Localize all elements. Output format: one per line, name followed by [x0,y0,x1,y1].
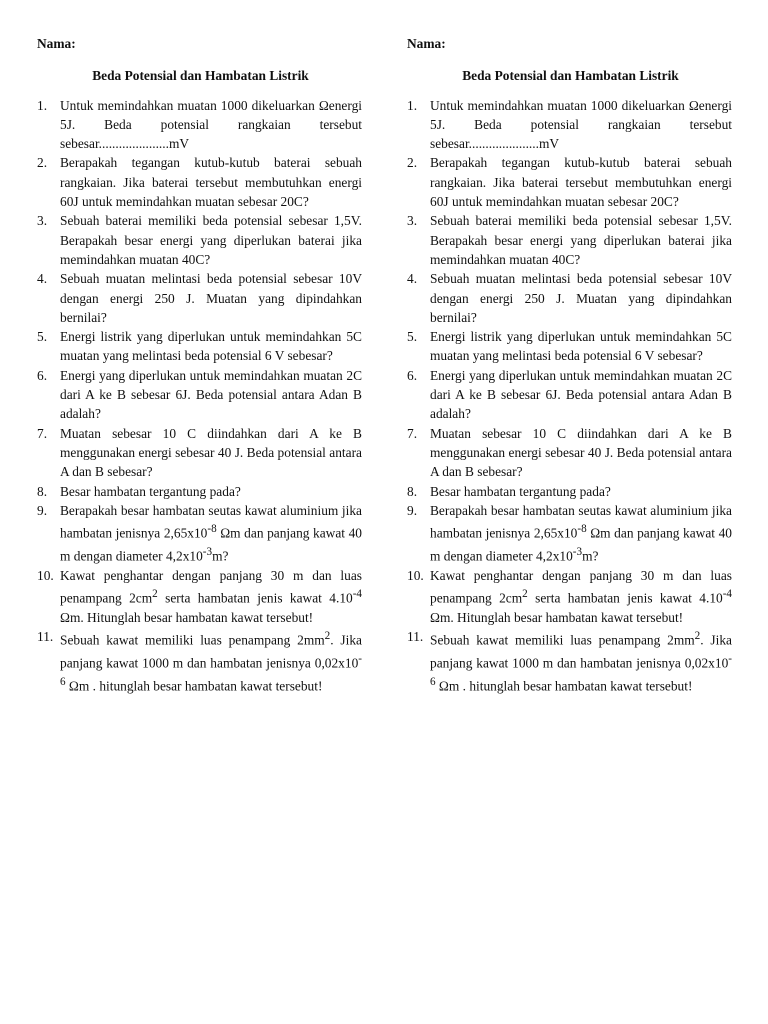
question-item [37,153,362,211]
question-item [407,482,732,501]
question-text: Energi yang diperlukan untuk memindahkan muatan 2C dari A ke B sebesar 6J. Beda potensial antara Adan B adalah? [60,367,362,422]
question-number: 5. [37,329,48,345]
question-text: Besar hambatan tergantung pada? [60,483,241,499]
question-text: Berapakah besar hambatan seutas kawat aluminium jika hambatan jenisnya $2,65x10^{-8}$ Ωm dan panjang kawat 40 m dengan diameter $4,2x10^{-3}m$? [60,502,362,564]
question-number: 2. [407,155,418,171]
question-item [407,501,732,566]
question-number: 4. [37,271,48,287]
question-number: 10. [37,567,54,583]
question-number: 9. [407,502,418,518]
question-text: Untuk memindahkan muatan 1000 dikeluarkan Ωenergi 5J. Beda potensial rangkaian tersebut sebesar.....................mV [430,97,732,152]
question-text: Muatan sebesar 10 C diindahkan dari A ke B menggunakan energi sebesar 40 J. Beda potensial antara A dan B sebesar? [60,425,362,480]
question-item [407,566,732,627]
question-number: 8. [37,483,48,499]
question-text: Sebuah baterai memiliki beda potensial sebesar 1,5V. Berapakah besar energi yang diperlukan baterai jika memindahkan muatan 40C? [60,213,362,267]
question-item [37,482,362,501]
question-item [407,211,732,269]
question-text: Berapakah tegangan kutub-kutub baterai sebuah rangkaian. Jika baterai tersebut membutuhkan energi 60J untuk memindahkan muatan sebesar 20C? [430,155,732,210]
question-number: 7. [37,425,48,441]
question-number: 2. [37,155,48,171]
question-text: Sebuah muatan melintasi beda potensial sebesar 10V dengan energi 250 J. Muatan yang dipindahkan bernilai? [430,271,732,325]
question-item [37,96,362,154]
question-item [37,269,362,327]
question-text: Berapakah besar hambatan seutas kawat aluminium jika hambatan jenisnya $2,65x10^{-8}$ Ωm dan panjang kawat 40 m dengan diameter $4,2x10^{-3}m$? [430,502,732,564]
question-item [37,424,362,482]
question-item [407,424,732,482]
question-list [407,96,732,696]
question-item [37,627,362,695]
question-item [407,96,732,154]
question-number: 1. [37,97,48,113]
worksheet-title: Beda Potensial dan Hambatan Listrik [462,68,679,84]
question-number: 4. [407,271,418,287]
question-number: 11. [37,629,54,645]
question-item [407,627,732,695]
question-text: Besar hambatan tergantung pada? [430,483,611,499]
name-label: Nama: [37,36,76,51]
question-text: Kawat penghantar dengan panjang 30 m dan luas penampang $2cm^2$ serta hambatan jenis kawat $4.10^{-4}$ Ωm. Hitunglah besar hambatan kawat tersebut! [430,567,733,625]
question-item [407,327,732,366]
question-list [37,96,362,696]
question-text: Sebuah muatan melintasi beda potensial sebesar 10V dengan energi 250 J. Muatan yang dipindahkan bernilai? [60,271,362,325]
question-text: Berapakah tegangan kutub-kutub baterai sebuah rangkaian. Jika baterai tersebut membutuhkan energi 60J untuk memindahkan muatan sebesar 20C? [60,155,362,210]
question-text: Energi listrik yang diperlukan untuk memindahkan 5C muatan yang melintasi beda potensial 6 V sebesar? [60,329,362,364]
question-number: 7. [407,425,418,441]
question-item [37,566,362,627]
question-number: 3. [37,213,48,229]
question-number: 6. [407,367,418,383]
question-text: Energi listrik yang diperlukan untuk memindahkan 5C muatan yang melintasi beda potensial 6 V sebesar? [430,329,732,364]
question-number: 1. [407,97,418,113]
question-item [407,269,732,327]
question-number: 10. [407,567,424,583]
question-item [407,366,732,424]
question-text: Muatan sebesar 10 C diindahkan dari A ke B menggunakan energi sebesar 40 J. Beda potensial antara A dan B sebesar? [430,425,732,480]
question-item [407,153,732,211]
question-number: 3. [407,213,418,229]
question-text: Sebuah kawat memiliki luas penampang $2mm^2$. Jika panjang kawat 1000 m dan hambatan jenisnya $0,02x10^{-6}$ Ωm . hitunglah besar hambatan kawat tersebut! [60,630,362,694]
name-label: Nama: [407,36,446,51]
question-number: 6. [37,367,48,383]
question-text: Untuk memindahkan muatan 1000 dikeluarkan Ωenergi 5J. Beda potensial rangkaian tersebut sebesar.....................mV [60,97,362,152]
question-number: 8. [407,483,418,499]
question-text: Sebuah baterai memiliki beda potensial sebesar 1,5V. Berapakah besar energi yang diperlukan baterai jika memindahkan muatan 40C? [430,213,732,267]
question-item [37,211,362,269]
question-text: Energi yang diperlukan untuk memindahkan muatan 2C dari A ke B sebesar 6J. Beda potensial antara Adan B adalah? [430,367,732,422]
worksheet-right [407,34,732,695]
question-number: 11. [407,629,424,645]
question-number: 5. [407,329,418,345]
question-item [37,327,362,366]
worksheet-title: Beda Potensial dan Hambatan Listrik [92,68,309,84]
question-text: Sebuah kawat memiliki luas penampang $2mm^2$. Jika panjang kawat 1000 m dan hambatan jenisnya $0,02x10^{-6}$ Ωm . hitunglah besar hambatan kawat tersebut! [430,630,732,694]
question-item [37,501,362,566]
question-number: 9. [37,502,48,518]
worksheet-left [37,34,362,695]
question-text: Kawat penghantar dengan panjang 30 m dan luas penampang $2cm^2$ serta hambatan jenis kawat $4.10^{-4}$ Ωm. Hitunglah besar hambatan kawat tersebut! [60,567,363,625]
question-item [37,366,362,424]
